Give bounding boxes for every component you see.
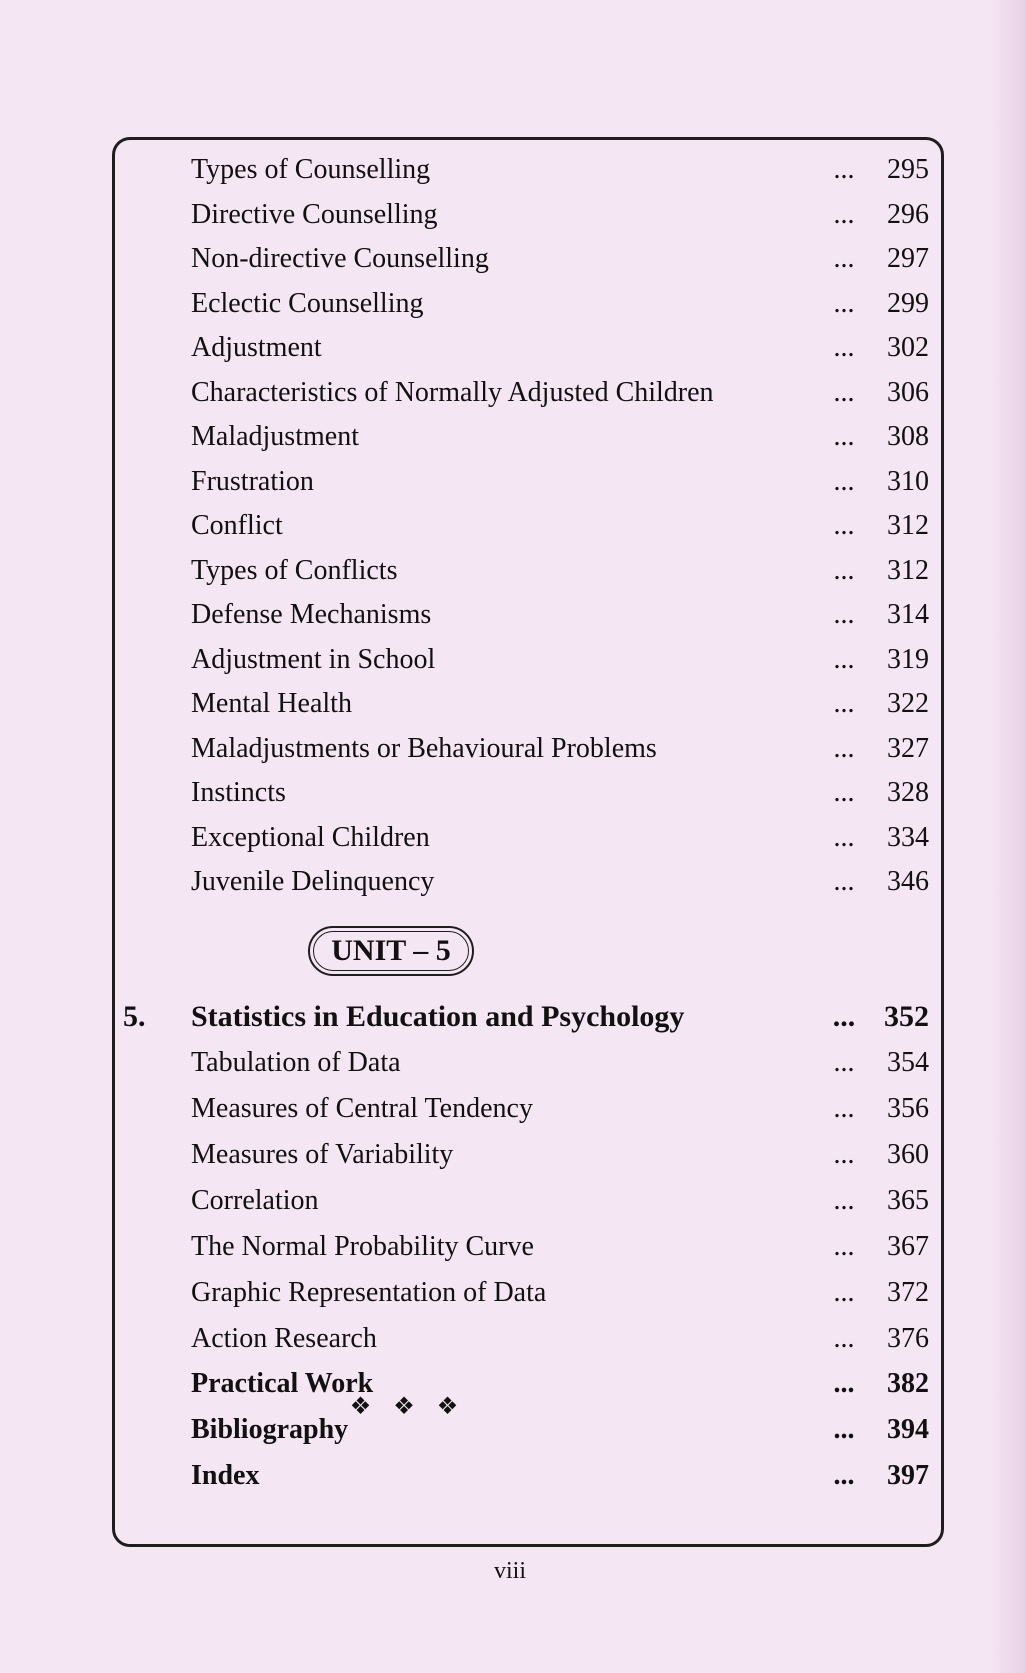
toc-leader-dots: ... — [833, 822, 855, 853]
toc-leader-dots: ... — [833, 288, 855, 319]
toc-page-number: 308 — [887, 421, 929, 452]
toc-page-number: 397 — [887, 1460, 929, 1491]
toc-page-number: 299 — [887, 288, 929, 319]
toc-page-number: 372 — [887, 1277, 929, 1308]
toc-leader-dots: ... — [833, 377, 855, 408]
toc-entry-title: Action Research — [191, 1323, 377, 1354]
toc-leader-dots: ... — [833, 199, 855, 230]
toc-entry[interactable] — [115, 1273, 941, 1313]
toc-page-number: 312 — [887, 555, 929, 586]
toc-entry-title: Statistics in Education and Psychology — [191, 1000, 685, 1033]
toc-entry-title: Measures of Variability — [191, 1139, 454, 1170]
toc-leader-dots: ... — [833, 1368, 855, 1399]
toc-entry[interactable] — [115, 818, 941, 858]
toc-entry[interactable] — [115, 1227, 941, 1267]
chapter-number: 5. — [123, 1000, 146, 1033]
page-number: viii — [493, 1558, 526, 1584]
toc-entry[interactable] — [115, 462, 941, 502]
toc-page-number: 328 — [887, 777, 929, 808]
toc-entry-title: Directive Counselling — [191, 199, 438, 230]
toc-page-number: 360 — [887, 1139, 929, 1170]
toc-entry-title: The Normal Probability Curve — [191, 1231, 534, 1262]
toc-leader-dots: ... — [833, 421, 855, 452]
toc-entry[interactable] — [115, 239, 941, 279]
toc-page-number: 327 — [887, 733, 929, 764]
toc-frame — [112, 137, 944, 1547]
toc-entry-title: Conflict — [191, 510, 283, 541]
toc-entry-title: Types of Conflicts — [191, 555, 398, 586]
toc-page-number: 382 — [887, 1368, 929, 1399]
unit-badge — [308, 926, 474, 976]
toc-entry[interactable] — [115, 729, 941, 769]
toc-entry-title: Eclectic Counselling — [191, 288, 424, 319]
unit-badge-label: UNIT – 5 — [313, 931, 469, 971]
toc-entry[interactable] — [115, 1089, 941, 1129]
toc-leader-dots: ... — [833, 1323, 855, 1354]
toc-entry-title: Measures of Central Tendency — [191, 1093, 533, 1124]
toc-leader-dots: ... — [833, 154, 855, 185]
toc-entry-title: Characteristics of Normally Adjusted Children — [191, 377, 714, 408]
toc-page-number: 376 — [887, 1323, 929, 1354]
toc-leader-dots: ... — [833, 1093, 855, 1124]
ornament-divider: ❖❖❖ — [349, 1394, 481, 1420]
toc-entry[interactable] — [115, 417, 941, 457]
back-matter-entry[interactable] — [115, 1364, 941, 1404]
toc-leader-dots: ... — [833, 332, 855, 363]
toc-leader-dots: ... — [833, 1414, 855, 1445]
toc-page-number: 312 — [887, 510, 929, 541]
toc-entry[interactable] — [115, 373, 941, 413]
toc-page-number: 302 — [887, 332, 929, 363]
toc-leader-dots: ... — [833, 733, 855, 764]
toc-entry[interactable] — [115, 551, 941, 591]
toc-leader-dots: ... — [833, 466, 855, 497]
toc-entry[interactable] — [115, 862, 941, 902]
toc-leader-dots: ... — [833, 644, 855, 675]
toc-entry-title: Defense Mechanisms — [191, 599, 432, 630]
toc-leader-dots: ... — [833, 510, 855, 541]
toc-page-number: 322 — [887, 688, 929, 719]
toc-leader-dots: ... — [832, 1000, 856, 1033]
toc-entry[interactable] — [115, 595, 941, 635]
toc-page-number: 306 — [887, 377, 929, 408]
toc-entry-title: Maladjustments or Behavioural Problems — [191, 733, 657, 764]
toc-page-number: 356 — [887, 1093, 929, 1124]
toc-page-number: 296 — [887, 199, 929, 230]
toc-entry-title: Correlation — [191, 1185, 319, 1216]
toc-entry-title: Index — [191, 1460, 260, 1491]
toc-entry-title: Adjustment in School — [191, 644, 436, 675]
toc-page-number: 365 — [887, 1185, 929, 1216]
toc-entry-title: Graphic Representation of Data — [191, 1277, 547, 1308]
toc-entry-title: Mental Health — [191, 688, 352, 719]
toc-entry[interactable] — [115, 195, 941, 235]
toc-entry-title: Bibliography — [191, 1414, 349, 1445]
toc-page-number: 297 — [887, 243, 929, 274]
page-edge-shadow — [990, 0, 1026, 1673]
toc-entry-title: Juvenile Delinquency — [191, 866, 435, 897]
back-matter-entry[interactable] — [115, 1456, 941, 1496]
toc-entry[interactable] — [115, 328, 941, 368]
toc-entry[interactable] — [115, 150, 941, 190]
toc-entry[interactable] — [115, 506, 941, 546]
toc-entry-title: Practical Work — [191, 1368, 374, 1399]
toc-leader-dots: ... — [833, 1185, 855, 1216]
toc-entry[interactable] — [115, 284, 941, 324]
toc-leader-dots: ... — [833, 688, 855, 719]
toc-entry-title: Frustration — [191, 466, 314, 497]
toc-page-number: 319 — [887, 644, 929, 675]
toc-leader-dots: ... — [833, 243, 855, 274]
toc-entry-title: Maladjustment — [191, 421, 359, 452]
toc-entry[interactable] — [115, 1043, 941, 1083]
toc-leader-dots: ... — [833, 866, 855, 897]
toc-entry[interactable] — [115, 684, 941, 724]
toc-leader-dots: ... — [833, 777, 855, 808]
toc-leader-dots: ... — [833, 555, 855, 586]
toc-entry-title: Instincts — [191, 777, 286, 808]
toc-page-number: 314 — [887, 599, 929, 630]
toc-page-number: 367 — [887, 1231, 929, 1262]
toc-leader-dots: ... — [833, 1460, 855, 1491]
toc-page-number: 394 — [887, 1414, 929, 1445]
toc-entry[interactable] — [115, 1319, 941, 1359]
toc-leader-dots: ... — [833, 1047, 855, 1078]
toc-entry-title: Adjustment — [191, 332, 322, 363]
toc-entry[interactable] — [115, 1181, 941, 1221]
toc-entry-title: Tabulation of Data — [191, 1047, 401, 1078]
toc-entry[interactable] — [115, 773, 941, 813]
toc-leader-dots: ... — [833, 1139, 855, 1170]
toc-leader-dots: ... — [833, 1231, 855, 1262]
toc-entry[interactable] — [115, 640, 941, 680]
toc-entry-title: Exceptional Children — [191, 822, 430, 853]
toc-entry[interactable] — [115, 1135, 941, 1175]
toc-page-number: 346 — [887, 866, 929, 897]
chapter-heading[interactable] — [115, 997, 941, 1037]
toc-entry-title: Types of Counselling — [191, 154, 431, 185]
toc-page-number: 295 — [887, 154, 929, 185]
toc-page-number: 352 — [884, 1000, 929, 1033]
toc-entry-title: Non-directive Counselling — [191, 243, 489, 274]
toc-leader-dots: ... — [833, 599, 855, 630]
toc-page-number: 334 — [887, 822, 929, 853]
back-matter-entry[interactable] — [115, 1410, 941, 1450]
toc-page-number: 310 — [887, 466, 929, 497]
toc-page-number: 354 — [887, 1047, 929, 1078]
toc-leader-dots: ... — [833, 1277, 855, 1308]
